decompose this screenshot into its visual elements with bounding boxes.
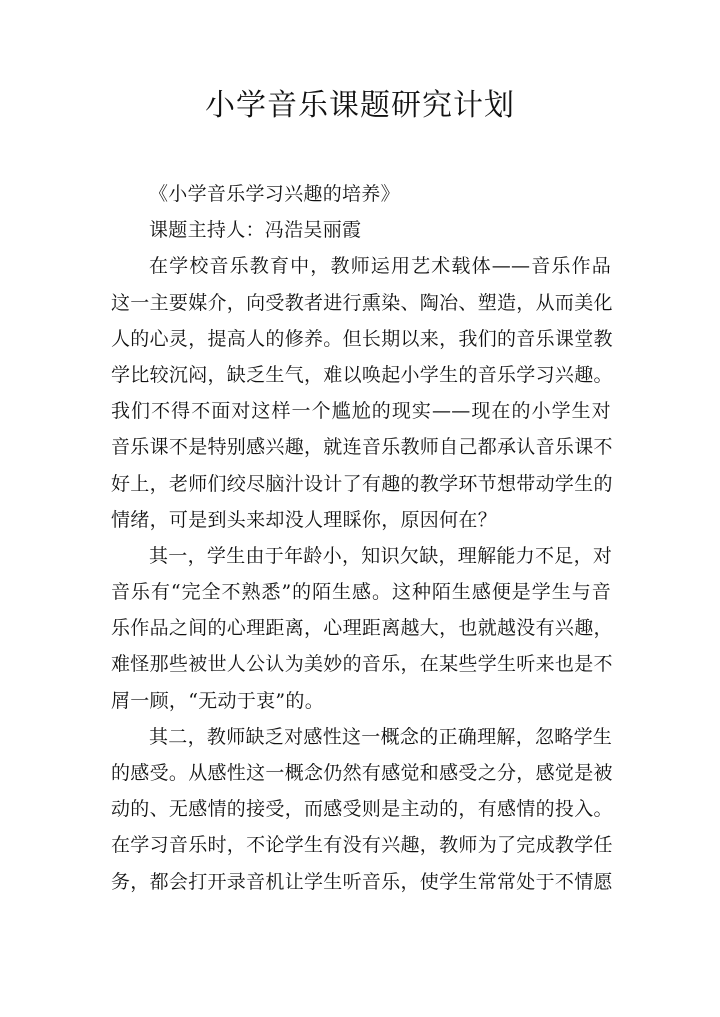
paragraph-line: 其二，教师缺乏对感性这一概念的正确理解，忽略学生 <box>149 725 613 748</box>
paragraph-line: 音乐有“完全不熟悉”的陌生感。这种陌生感便是学生与音 <box>111 581 611 604</box>
paragraph-line: 音乐课不是特别感兴趣，就连音乐教师自己都承认音乐课不 <box>111 436 613 459</box>
paragraph-line: 乐作品之间的心理距离，心理距离越大，也就越没有兴趣， <box>111 617 613 640</box>
paragraph-line: 人的心灵，提高人的修养。但长期以来，我们的音乐课堂教 <box>111 327 613 350</box>
paragraph-line: 这一主要媒介，向受教者进行熏染、陶冶、塑造，从而美化 <box>111 291 613 314</box>
paragraph-line: 务，都会打开录音机让学生听音乐，使学生常常处于不情愿 <box>111 870 613 893</box>
paragraph-line: 情绪，可是到头来却没人理睬你，原因何在？ <box>111 508 498 531</box>
host-line: 课题主持人：冯浩吴丽霞 <box>149 219 362 242</box>
paragraph-line: 我们不得不面对这样一个尴尬的现实——现在的小学生对 <box>111 400 611 423</box>
paragraph-line: 好上，老师们绞尽脑汁设计了有趣的教学环节想带动学生的 <box>111 472 613 495</box>
study-title-line: 《小学音乐学习兴趣的培养》 <box>149 183 400 205</box>
paragraph-line: 屑一顾，“无动于衷”的。 <box>111 689 325 712</box>
paragraph-line: 在学习音乐时，不论学生有没有兴趣，教师为了完成教学任 <box>111 834 613 857</box>
paragraph-line: 其一，学生由于年龄小，知识欠缺，理解能力不足，对 <box>149 544 613 567</box>
paragraph-line: 的感受。从感性这一概念仍然有感觉和感受之分，感觉是被 <box>111 762 613 784</box>
document-title: 小学音乐课题研究计划 <box>205 88 515 123</box>
paragraph-line: 学比较沉闷，缺乏生气，难以唤起小学生的音乐学习兴趣。 <box>111 363 613 386</box>
document-body <box>111 176 611 900</box>
paragraph-line: 难怪那些被世人公认为美妙的音乐，在某些学生听来也是不 <box>111 653 613 676</box>
paragraph-line: 在学校音乐教育中，教师运用艺术载体——音乐作品 <box>149 255 611 278</box>
paragraph-line: 动的、无感情的接受，而感受则是主动的，有感情的投入。 <box>111 798 613 821</box>
